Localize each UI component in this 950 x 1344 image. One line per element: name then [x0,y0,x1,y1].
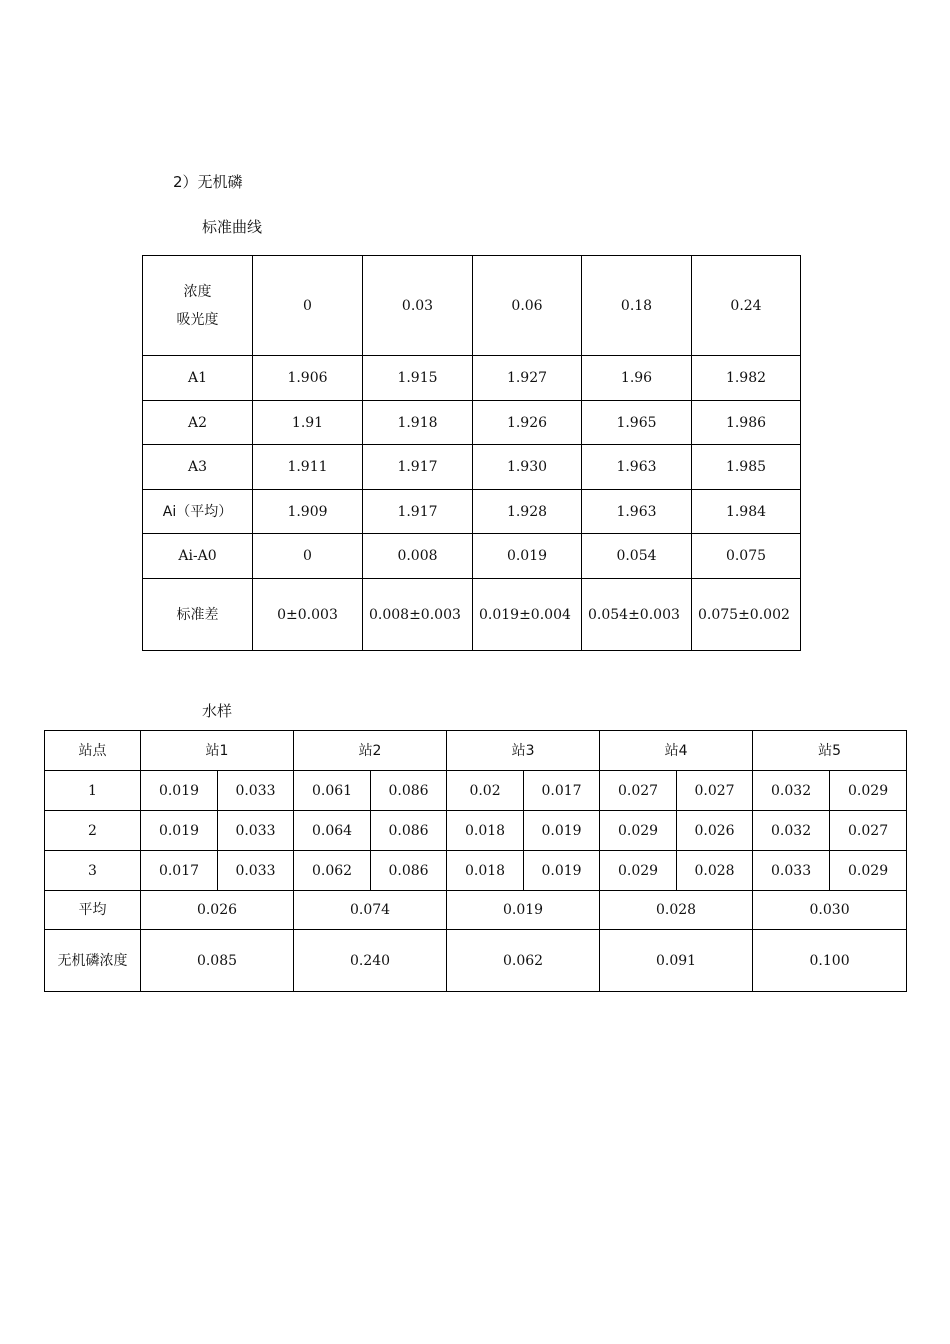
std-conc-cell: 0.06 [473,256,582,356]
table-cell: 0.086 [371,771,447,811]
table-cell: 1.918 [363,401,473,445]
average-row [45,891,907,930]
table-cell: 1.984 [692,490,801,534]
station-header-cell: 站4 [600,731,753,771]
row-label: 平均 [45,891,141,930]
row-label: 3 [45,851,141,891]
table-cell: 0.017 [524,771,600,811]
table-cell: 1.926 [473,401,582,445]
row-label: 1 [45,771,141,811]
table-cell: 0.029 [600,851,677,891]
table-cell: 0±0.003 [253,579,363,651]
concentration-cell: 0.240 [294,930,447,992]
table-cell: 0.019 [524,851,600,891]
row-label: 标准差 [143,579,253,651]
table-cell: 0.019 [473,534,582,579]
station-header-cell: 站2 [294,731,447,771]
table-cell: 1.928 [473,490,582,534]
section-title: 2）无机磷 [173,173,243,191]
row-label: 无机磷浓度 [45,930,141,992]
average-cell: 0.026 [141,891,294,930]
table-cell: 0.061 [294,771,371,811]
station-header-cell: 站3 [447,731,600,771]
table-row [143,401,801,445]
table-cell: 1.930 [473,445,582,490]
std-conc-cell: 0.03 [363,256,473,356]
station-header-cell: 站5 [753,731,907,771]
table-cell: 1.982 [692,356,801,401]
concentration-row [45,930,907,992]
std-conc-cell: 0.18 [582,256,692,356]
table-cell: 0.086 [371,811,447,851]
station-header: 站点 [45,731,141,771]
table-cell: 0.026 [677,811,753,851]
table-cell: 1.96 [582,356,692,401]
table-cell: 0.064 [294,811,371,851]
table-cell: 0.027 [600,771,677,811]
table-cell: 0.086 [371,851,447,891]
table-row [143,534,801,579]
table-cell: 0.033 [218,811,294,851]
table-row [45,851,907,891]
concentration-cell: 0.100 [753,930,907,992]
table-cell: 0.054 [582,534,692,579]
table-cell: 1.917 [363,490,473,534]
table-cell: 0.028 [677,851,753,891]
std-conc-cell: 0 [253,256,363,356]
table-cell: 0.008±0.003 [363,579,473,651]
table-cell: 1.963 [582,445,692,490]
row-label: A3 [143,445,253,490]
table-cell: 0 [253,534,363,579]
table-cell: 0.075±0.002 [692,579,801,651]
std-curve-title: 标准曲线 [202,218,263,236]
table-cell: 0.027 [677,771,753,811]
table-cell: 0.029 [830,771,907,811]
table-row [143,445,801,490]
std-conc-cell: 0.24 [692,256,801,356]
header-concentration-label: 浓度 [183,283,212,300]
table-row [143,356,801,401]
table-row [45,771,907,811]
average-cell: 0.074 [294,891,447,930]
table-cell: 0.033 [753,851,830,891]
table-cell: 1.986 [692,401,801,445]
table-cell: 1.915 [363,356,473,401]
average-cell: 0.028 [600,891,753,930]
row-label: 2 [45,811,141,851]
table-cell: 0.033 [218,851,294,891]
station-header-cell: 站1 [141,731,294,771]
table-cell: 0.062 [294,851,371,891]
table-cell: 0.075 [692,534,801,579]
std-header-label [143,256,253,356]
table-cell: 0.018 [447,851,524,891]
table-row [143,579,801,651]
concentration-cell: 0.062 [447,930,600,992]
table-cell: 0.018 [447,811,524,851]
table-row [143,490,801,534]
table-row [45,811,907,851]
table-cell: 0.029 [830,851,907,891]
table-cell: 0.019 [141,811,218,851]
table-cell: 0.017 [141,851,218,891]
table-cell: 0.032 [753,811,830,851]
table-cell: 0.019±0.004 [473,579,582,651]
row-label: Ai-A0 [143,534,253,579]
table-cell: 1.91 [253,401,363,445]
std-header-row [143,256,801,356]
table-cell: 0.008 [363,534,473,579]
table-cell: 1.917 [363,445,473,490]
average-cell: 0.030 [753,891,907,930]
table-cell: 0.02 [447,771,524,811]
row-label: A2 [143,401,253,445]
concentration-cell: 0.085 [141,930,294,992]
table-cell: 0.054±0.003 [582,579,692,651]
table-cell: 1.985 [692,445,801,490]
concentration-cell: 0.091 [600,930,753,992]
standard-curve-table [142,255,801,651]
table-cell: 1.909 [253,490,363,534]
water-sample-title: 水样 [202,702,233,720]
table-cell: 0.019 [141,771,218,811]
table-cell: 1.963 [582,490,692,534]
sample-header-row [45,731,907,771]
row-label: A1 [143,356,253,401]
header-absorbance-label: 吸光度 [176,311,219,328]
table-cell: 1.911 [253,445,363,490]
average-cell: 0.019 [447,891,600,930]
table-cell: 0.027 [830,811,907,851]
table-cell: 0.033 [218,771,294,811]
table-cell: 1.927 [473,356,582,401]
table-cell: 0.032 [753,771,830,811]
water-sample-table [44,730,907,992]
table-cell: 0.029 [600,811,677,851]
table-cell: 1.965 [582,401,692,445]
table-cell: 0.019 [524,811,600,851]
row-label: Ai（平均） [143,490,253,534]
table-cell: 1.906 [253,356,363,401]
